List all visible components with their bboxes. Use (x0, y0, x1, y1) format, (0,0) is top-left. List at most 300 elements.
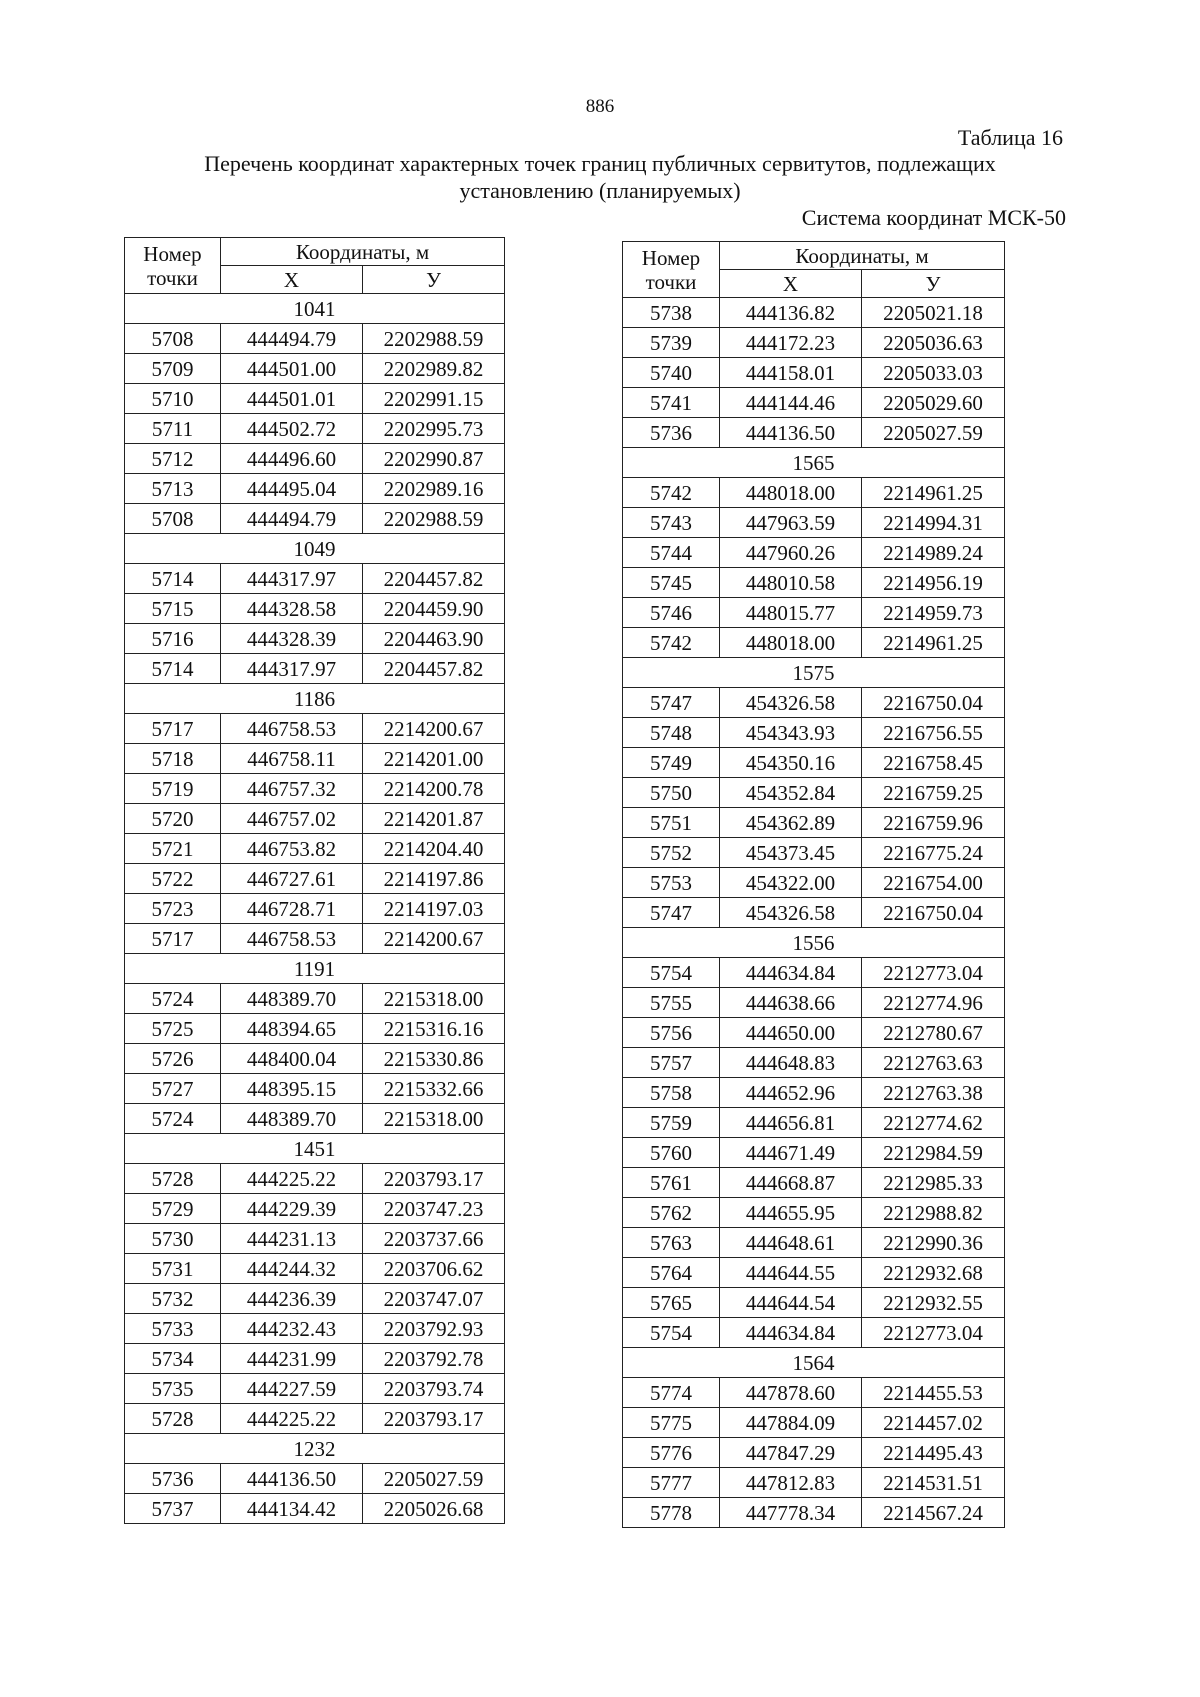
table-row (125, 384, 505, 414)
group-label: 1049 (125, 534, 505, 564)
table-row (623, 1258, 1005, 1288)
point-number-cell: 5736 (623, 418, 720, 448)
point-number-cell: 5728 (125, 1164, 221, 1194)
point-number-cell: 5747 (623, 688, 720, 718)
y-coordinate-cell: 2214961.25 (862, 478, 1005, 508)
table-row (125, 564, 505, 594)
point-number-cell: 5752 (623, 838, 720, 868)
table-row (623, 1438, 1005, 1468)
x-coordinate-cell: 444495.04 (221, 474, 363, 504)
x-coordinate-cell: 448389.70 (221, 1104, 363, 1134)
table-row (125, 474, 505, 504)
x-coordinate-cell: 446758.53 (221, 924, 363, 954)
y-coordinate-cell: 2204463.90 (363, 624, 505, 654)
y-coordinate-cell: 2216750.04 (862, 688, 1005, 718)
group-label: 1232 (125, 1434, 505, 1464)
x-coordinate-cell: 454326.58 (720, 688, 862, 718)
x-coordinate-cell: 444644.55 (720, 1258, 862, 1288)
x-coordinate-cell: 447878.60 (720, 1378, 862, 1408)
y-coordinate-cell: 2216756.55 (862, 718, 1005, 748)
y-coordinate-cell: 2205027.59 (363, 1464, 505, 1494)
y-coordinate-cell: 2215318.00 (363, 984, 505, 1014)
coordinates-table-right (622, 241, 1005, 1528)
y-coordinate-cell: 2216758.45 (862, 748, 1005, 778)
y-coordinate-cell: 2202995.73 (363, 414, 505, 444)
point-number-cell: 5736 (125, 1464, 221, 1494)
x-coordinate-cell: 446758.11 (221, 744, 363, 774)
point-number-cell: 5748 (623, 718, 720, 748)
group-row (623, 928, 1005, 958)
table-row (623, 1168, 1005, 1198)
y-coordinate-cell: 2202988.59 (363, 324, 505, 354)
table-row (623, 898, 1005, 928)
point-number-cell: 5745 (623, 568, 720, 598)
y-coordinate-cell: 2214200.67 (363, 714, 505, 744)
point-number-cell: 5730 (125, 1224, 221, 1254)
point-number-cell: 5741 (623, 388, 720, 418)
x-coordinate-cell: 444650.00 (720, 1018, 862, 1048)
table-row (125, 414, 505, 444)
x-coordinate-cell: 446757.32 (221, 774, 363, 804)
point-number-cell: 5713 (125, 474, 221, 504)
table-row (125, 894, 505, 924)
y-coordinate-cell: 2214197.03 (363, 894, 505, 924)
coordinates-header: Координаты, м (221, 238, 505, 266)
y-coordinate-cell: 2203793.17 (363, 1164, 505, 1194)
point-number-cell: 5742 (623, 478, 720, 508)
group-row (125, 1134, 505, 1164)
x-coordinate-cell: 444229.39 (221, 1194, 363, 1224)
table-row (125, 924, 505, 954)
table-row (125, 1344, 505, 1374)
y-coordinate-cell: 2214531.51 (862, 1468, 1005, 1498)
y-coordinate-cell: 2214567.24 (862, 1498, 1005, 1528)
x-coordinate-cell: 446757.02 (221, 804, 363, 834)
y-coordinate-cell: 2205029.60 (862, 388, 1005, 418)
y-coordinate-cell: 2212932.55 (862, 1288, 1005, 1318)
y-coordinate-cell: 2216775.24 (862, 838, 1005, 868)
table-row (623, 1138, 1005, 1168)
y-coordinate-cell: 2205027.59 (862, 418, 1005, 448)
document-title (160, 150, 1040, 204)
y-coordinate-cell: 2203793.74 (363, 1374, 505, 1404)
y-coordinate-cell: 2205026.68 (363, 1494, 505, 1524)
x-coordinate-cell: 447847.29 (720, 1438, 862, 1468)
point-number-cell: 5776 (623, 1438, 720, 1468)
y-coordinate-cell: 2214994.31 (862, 508, 1005, 538)
point-number-cell: 5727 (125, 1074, 221, 1104)
y-coordinate-cell: 2214200.67 (363, 924, 505, 954)
y-coordinate-cell: 2203747.23 (363, 1194, 505, 1224)
x-coordinate-cell: 444134.42 (221, 1494, 363, 1524)
point-number-cell: 5715 (125, 594, 221, 624)
table-row (623, 388, 1005, 418)
y-coordinate-cell: 2214200.78 (363, 774, 505, 804)
y-coordinate-cell: 2202991.15 (363, 384, 505, 414)
x-coordinate-cell: 444634.84 (720, 958, 862, 988)
y-coordinate-cell: 2202989.82 (363, 354, 505, 384)
x-coordinate-cell: 454352.84 (720, 778, 862, 808)
table-row (125, 324, 505, 354)
point-number-header (125, 238, 221, 294)
x-coordinate-cell: 444225.22 (221, 1164, 363, 1194)
y-coordinate-cell: 2212985.33 (862, 1168, 1005, 1198)
point-number-cell: 5774 (623, 1378, 720, 1408)
y-coordinate-cell: 2203792.93 (363, 1314, 505, 1344)
y-coordinate-cell: 2214495.43 (862, 1438, 1005, 1468)
point-number-cell: 5744 (623, 538, 720, 568)
point-number-cell: 5711 (125, 414, 221, 444)
coordinate-system-label: Система координат МСК-50 (801, 205, 1066, 230)
x-coordinate-cell: 444227.59 (221, 1374, 363, 1404)
point-number-cell: 5759 (623, 1108, 720, 1138)
x-coordinate-cell: 447960.26 (720, 538, 862, 568)
table-row (623, 628, 1005, 658)
point-number-cell: 5737 (125, 1494, 221, 1524)
x-coordinate-cell: 454362.89 (720, 808, 862, 838)
y-coordinate-cell: 2212780.67 (862, 1018, 1005, 1048)
table-row (623, 358, 1005, 388)
table-row (623, 748, 1005, 778)
y-coordinate-cell: 2205036.63 (862, 328, 1005, 358)
group-label: 1575 (623, 658, 1005, 688)
y-coordinate-cell: 2205021.18 (862, 298, 1005, 328)
point-number-cell: 5758 (623, 1078, 720, 1108)
title-line-2: установлению (планируемых) (459, 178, 741, 203)
point-number-cell: 5717 (125, 924, 221, 954)
y-coordinate-cell: 2204459.90 (363, 594, 505, 624)
point-number-cell: 5708 (125, 504, 221, 534)
table-left-body (125, 294, 505, 1524)
table-row (125, 1314, 505, 1344)
group-label: 1186 (125, 684, 505, 714)
y-coordinate-cell: 2203706.62 (363, 1254, 505, 1284)
y-coordinate-cell: 2214197.86 (363, 864, 505, 894)
point-number-cell: 5733 (125, 1314, 221, 1344)
x-coordinate-cell: 447778.34 (720, 1498, 862, 1528)
table-row (125, 1374, 505, 1404)
y-coordinate-cell: 2205033.03 (862, 358, 1005, 388)
x-coordinate-cell: 447812.83 (720, 1468, 862, 1498)
point-number-cell: 5725 (125, 1014, 221, 1044)
x-coordinate-cell: 454326.58 (720, 898, 862, 928)
y-coordinate-cell: 2214989.24 (862, 538, 1005, 568)
point-number-cell: 5732 (125, 1284, 221, 1314)
table-row (623, 1198, 1005, 1228)
point-number-cell: 5763 (623, 1228, 720, 1258)
x-coordinate-cell: 447884.09 (720, 1408, 862, 1438)
point-number-cell: 5762 (623, 1198, 720, 1228)
x-coordinate-cell: 444231.99 (221, 1344, 363, 1374)
table-row (623, 1378, 1005, 1408)
x-coordinate-cell: 444494.79 (221, 504, 363, 534)
table-row (623, 868, 1005, 898)
x-coordinate-cell: 444501.00 (221, 354, 363, 384)
group-label: 1564 (623, 1348, 1005, 1378)
point-number-cell: 5724 (125, 984, 221, 1014)
point-number-cell: 5729 (125, 1194, 221, 1224)
coordinates-table-left (124, 237, 505, 1524)
x-coordinate-cell: 444136.50 (221, 1464, 363, 1494)
table-row (623, 988, 1005, 1018)
table-row (623, 1288, 1005, 1318)
point-number-cell: 5723 (125, 894, 221, 924)
table-row (125, 984, 505, 1014)
point-number-cell: 5754 (623, 1318, 720, 1348)
y-coordinate-cell: 2203793.17 (363, 1404, 505, 1434)
title-line-1: Перечень координат характерных точек границ публичных сервитутов, подлежащих (204, 151, 996, 176)
x-coordinate-cell: 444652.96 (720, 1078, 862, 1108)
table-row (125, 1164, 505, 1194)
table-row (623, 688, 1005, 718)
y-coordinate-cell: 2212763.38 (862, 1078, 1005, 1108)
point-header-line-1: Номер (143, 241, 202, 266)
y-coordinate-cell: 2212932.68 (862, 1258, 1005, 1288)
y-coordinate-cell: 2216759.96 (862, 808, 1005, 838)
x-coordinate-cell: 444317.97 (221, 654, 363, 684)
point-number-cell: 5777 (623, 1468, 720, 1498)
point-number-cell: 5718 (125, 744, 221, 774)
table-row (623, 568, 1005, 598)
x-coordinate-cell: 444634.84 (720, 1318, 862, 1348)
table-row (125, 354, 505, 384)
point-number-cell: 5764 (623, 1258, 720, 1288)
table-row (125, 624, 505, 654)
x-header: X (221, 266, 363, 294)
table-row (623, 1498, 1005, 1528)
point-number-cell: 5753 (623, 868, 720, 898)
point-number-cell: 5750 (623, 778, 720, 808)
table-row (125, 654, 505, 684)
x-coordinate-cell: 444648.83 (720, 1048, 862, 1078)
y-coordinate-cell: 2202988.59 (363, 504, 505, 534)
y-coordinate-cell: 2202990.87 (363, 444, 505, 474)
point-number-cell: 5708 (125, 324, 221, 354)
point-number-cell: 5712 (125, 444, 221, 474)
y-coordinate-cell: 2212984.59 (862, 1138, 1005, 1168)
y-coordinate-cell: 2203737.66 (363, 1224, 505, 1254)
page-number: 886 (585, 96, 615, 117)
table-label: Таблица 16 (957, 125, 1063, 150)
y-coordinate-cell: 2215330.86 (363, 1044, 505, 1074)
table-row (623, 958, 1005, 988)
point-number-cell: 5755 (623, 988, 720, 1018)
point-number-cell: 5747 (623, 898, 720, 928)
x-coordinate-cell: 444668.87 (720, 1168, 862, 1198)
y-coordinate-cell: 2216754.00 (862, 868, 1005, 898)
y-coordinate-cell: 2204457.82 (363, 564, 505, 594)
x-coordinate-cell: 446753.82 (221, 834, 363, 864)
x-coordinate-cell: 444648.61 (720, 1228, 862, 1258)
y-header: У (363, 266, 505, 294)
table-row (623, 478, 1005, 508)
point-number-cell: 5760 (623, 1138, 720, 1168)
y-coordinate-cell: 2202989.16 (363, 474, 505, 504)
x-coordinate-cell: 444328.58 (221, 594, 363, 624)
x-coordinate-cell: 444496.60 (221, 444, 363, 474)
x-coordinate-cell: 444172.23 (720, 328, 862, 358)
y-coordinate-cell: 2214956.19 (862, 568, 1005, 598)
point-number-cell: 5734 (125, 1344, 221, 1374)
point-number-cell: 5778 (623, 1498, 720, 1528)
y-coordinate-cell: 2214201.00 (363, 744, 505, 774)
group-row (623, 1348, 1005, 1378)
x-coordinate-cell: 448389.70 (221, 984, 363, 1014)
x-coordinate-cell: 448394.65 (221, 1014, 363, 1044)
point-number-cell: 5739 (623, 328, 720, 358)
x-coordinate-cell: 444244.32 (221, 1254, 363, 1284)
x-coordinate-cell: 448018.00 (720, 628, 862, 658)
x-coordinate-cell: 444231.13 (221, 1224, 363, 1254)
point-header-line-2: точки (147, 265, 198, 290)
x-coordinate-cell: 444671.49 (720, 1138, 862, 1168)
x-coordinate-cell: 448400.04 (221, 1044, 363, 1074)
x-coordinate-cell: 444136.50 (720, 418, 862, 448)
table-row (125, 1404, 505, 1434)
coordinates-header: Координаты, м (720, 242, 1005, 270)
x-coordinate-cell: 454322.00 (720, 868, 862, 898)
group-label: 1041 (125, 294, 505, 324)
table-row (623, 508, 1005, 538)
y-coordinate-cell: 2214201.87 (363, 804, 505, 834)
x-coordinate-cell: 444232.43 (221, 1314, 363, 1344)
group-label: 1191 (125, 954, 505, 984)
point-number-cell: 5709 (125, 354, 221, 384)
point-number-cell: 5775 (623, 1408, 720, 1438)
point-number-cell: 5756 (623, 1018, 720, 1048)
point-number-cell: 5717 (125, 714, 221, 744)
point-number-cell: 5728 (125, 1404, 221, 1434)
point-number-cell: 5731 (125, 1254, 221, 1284)
point-number-cell: 5749 (623, 748, 720, 778)
point-number-cell: 5746 (623, 598, 720, 628)
table-row (623, 1318, 1005, 1348)
x-coordinate-cell: 448395.15 (221, 1074, 363, 1104)
y-coordinate-cell: 2214961.25 (862, 628, 1005, 658)
table-row (125, 744, 505, 774)
table-row (125, 444, 505, 474)
group-label: 1556 (623, 928, 1005, 958)
group-label: 1451 (125, 1134, 505, 1164)
table-row (623, 298, 1005, 328)
point-number-cell: 5719 (125, 774, 221, 804)
y-coordinate-cell: 2214959.73 (862, 598, 1005, 628)
x-coordinate-cell: 444502.72 (221, 414, 363, 444)
table-row (125, 714, 505, 744)
y-header: У (862, 270, 1005, 298)
point-number-cell: 5724 (125, 1104, 221, 1134)
table-row (125, 774, 505, 804)
x-coordinate-cell: 448018.00 (720, 478, 862, 508)
table-row (125, 1074, 505, 1104)
x-coordinate-cell: 448015.77 (720, 598, 862, 628)
x-coordinate-cell: 444144.46 (720, 388, 862, 418)
y-coordinate-cell: 2212773.04 (862, 1318, 1005, 1348)
table-row (623, 838, 1005, 868)
x-coordinate-cell: 444317.97 (221, 564, 363, 594)
group-row (623, 448, 1005, 478)
point-header-line-1: Номер (641, 245, 701, 270)
y-coordinate-cell: 2203792.78 (363, 1344, 505, 1374)
x-coordinate-cell: 444501.01 (221, 384, 363, 414)
point-number-cell: 5765 (623, 1288, 720, 1318)
x-coordinate-cell: 444136.82 (720, 298, 862, 328)
table-row (623, 418, 1005, 448)
y-coordinate-cell: 2216750.04 (862, 898, 1005, 928)
table-row (623, 538, 1005, 568)
x-coordinate-cell: 444656.81 (720, 1108, 862, 1138)
table-row (623, 718, 1005, 748)
group-row (125, 534, 505, 564)
table-right-body (623, 298, 1005, 1528)
x-coordinate-cell: 448010.58 (720, 568, 862, 598)
table-row (125, 1494, 505, 1524)
group-row (125, 294, 505, 324)
group-row (125, 954, 505, 984)
group-row (125, 1434, 505, 1464)
x-coordinate-cell: 444236.39 (221, 1284, 363, 1314)
point-number-cell: 5738 (623, 298, 720, 328)
x-coordinate-cell: 444225.22 (221, 1404, 363, 1434)
table-row (125, 864, 505, 894)
point-number-cell: 5735 (125, 1374, 221, 1404)
y-coordinate-cell: 2212773.04 (862, 958, 1005, 988)
x-coordinate-cell: 454373.45 (720, 838, 862, 868)
group-row (125, 684, 505, 714)
table-row (623, 808, 1005, 838)
table-row (623, 1048, 1005, 1078)
table-row (125, 1284, 505, 1314)
table-row (623, 1108, 1005, 1138)
y-coordinate-cell: 2212774.62 (862, 1108, 1005, 1138)
point-number-cell: 5726 (125, 1044, 221, 1074)
point-number-cell: 5720 (125, 804, 221, 834)
point-number-cell: 5716 (125, 624, 221, 654)
table-row (623, 1228, 1005, 1258)
x-coordinate-cell: 444328.39 (221, 624, 363, 654)
table-row (125, 1254, 505, 1284)
table-row (623, 1408, 1005, 1438)
y-coordinate-cell: 2215332.66 (363, 1074, 505, 1104)
point-number-cell: 5754 (623, 958, 720, 988)
y-coordinate-cell: 2204457.82 (363, 654, 505, 684)
table-row (125, 1104, 505, 1134)
point-number-cell: 5714 (125, 564, 221, 594)
point-number-cell: 5740 (623, 358, 720, 388)
y-coordinate-cell: 2212988.82 (862, 1198, 1005, 1228)
point-number-cell: 5743 (623, 508, 720, 538)
table-row (623, 778, 1005, 808)
x-coordinate-cell: 454343.93 (720, 718, 862, 748)
point-number-cell: 5757 (623, 1048, 720, 1078)
y-coordinate-cell: 2212774.96 (862, 988, 1005, 1018)
group-label: 1565 (623, 448, 1005, 478)
table-row (125, 804, 505, 834)
table-row (623, 1018, 1005, 1048)
table-row (623, 328, 1005, 358)
y-coordinate-cell: 2212763.63 (862, 1048, 1005, 1078)
y-coordinate-cell: 2214455.53 (862, 1378, 1005, 1408)
table-row (623, 1078, 1005, 1108)
y-coordinate-cell: 2203747.07 (363, 1284, 505, 1314)
table-row (125, 1194, 505, 1224)
table-row (125, 1014, 505, 1044)
x-coordinate-cell: 446727.61 (221, 864, 363, 894)
x-coordinate-cell: 444638.66 (720, 988, 862, 1018)
point-number-cell: 5722 (125, 864, 221, 894)
table-row (125, 504, 505, 534)
y-coordinate-cell: 2214457.02 (862, 1408, 1005, 1438)
